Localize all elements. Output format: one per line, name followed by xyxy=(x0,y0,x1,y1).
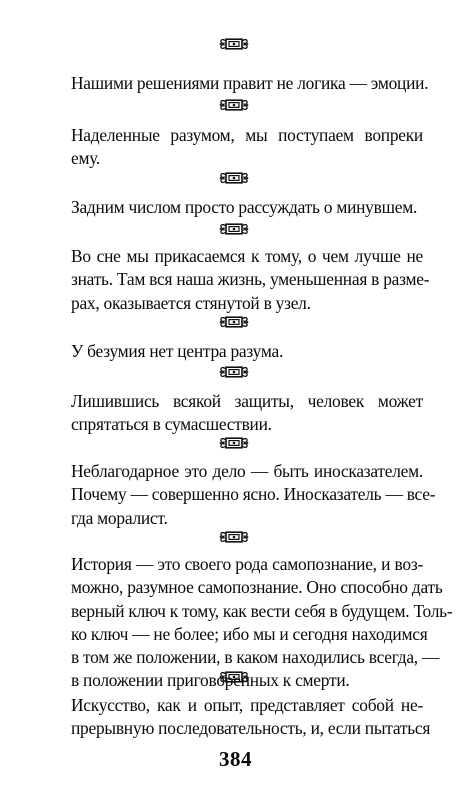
text-line: прерывную последовательность, и, если пытаться xyxy=(71,718,431,739)
fleuron-ornament-icon xyxy=(219,365,249,379)
page-number: 384 xyxy=(219,747,252,771)
text-line: У безумия нет центра разума. xyxy=(71,341,284,361)
text-line: в положении приговоренных к смерти. xyxy=(71,670,350,691)
fleuron-ornament-icon xyxy=(219,530,249,544)
text-line: в том же положении, в каком находились всегда, — xyxy=(71,647,440,668)
text-line: Почему — совершенно ясно. Иносказатель — все- xyxy=(71,484,436,505)
text-line: Лишившись всякой защиты, человек может xyxy=(71,391,423,411)
text-line: Во сне мы прикасаемся к тому, о чем лучше не xyxy=(71,246,423,266)
aphorism-paragraph xyxy=(71,196,423,219)
fleuron-ornament-icon xyxy=(219,171,249,185)
text-line: Неблагодарное это дело — быть иносказателем. xyxy=(71,461,423,481)
text-line: верный ключ к тому, как вести себя в будущем. Толь- xyxy=(71,600,453,621)
fleuron-ornament-icon xyxy=(219,315,249,329)
text-line: Нашими решениями правит не логика — эмоции. xyxy=(71,73,429,93)
aphorism-paragraph xyxy=(71,124,423,171)
fleuron-ornament-icon xyxy=(219,436,249,450)
text-line: гда моралист. xyxy=(71,507,168,528)
text-line: ко ключ — не более; ибо мы и сегодня находимся xyxy=(71,623,428,644)
text-line: ему. xyxy=(71,148,101,169)
text-line: знать. Там вся наша жизнь, уменьшенная в разме- xyxy=(71,269,430,290)
aphorism-paragraph xyxy=(71,340,423,363)
text-line: Наделенные разумом, мы поступаем вопреки xyxy=(71,125,423,145)
text-line: Искусство, как и опыт, представляет собой не- xyxy=(71,695,423,715)
fleuron-ornament-icon xyxy=(219,98,249,112)
text-line: рах, оказывается стянутой в узел. xyxy=(71,292,311,313)
text-line: спрятаться в сумасшествии. xyxy=(71,414,272,435)
aphorism-paragraph xyxy=(71,245,430,315)
aphorism-paragraph xyxy=(71,72,429,95)
text-line: можно, разумное самопознание. Оно способно дать xyxy=(71,577,443,598)
aphorism-paragraph xyxy=(71,553,453,693)
text-line: Задним числом просто рассуждать о минувшем. xyxy=(71,197,418,217)
aphorism-paragraph xyxy=(71,460,436,530)
aphorism-paragraph xyxy=(71,390,423,437)
text-line: История — это своего рода самопознание, и воз- xyxy=(71,554,423,574)
fleuron-ornament-icon xyxy=(219,222,249,236)
aphorism-paragraph xyxy=(71,694,431,741)
fleuron-ornament-icon xyxy=(219,37,249,51)
